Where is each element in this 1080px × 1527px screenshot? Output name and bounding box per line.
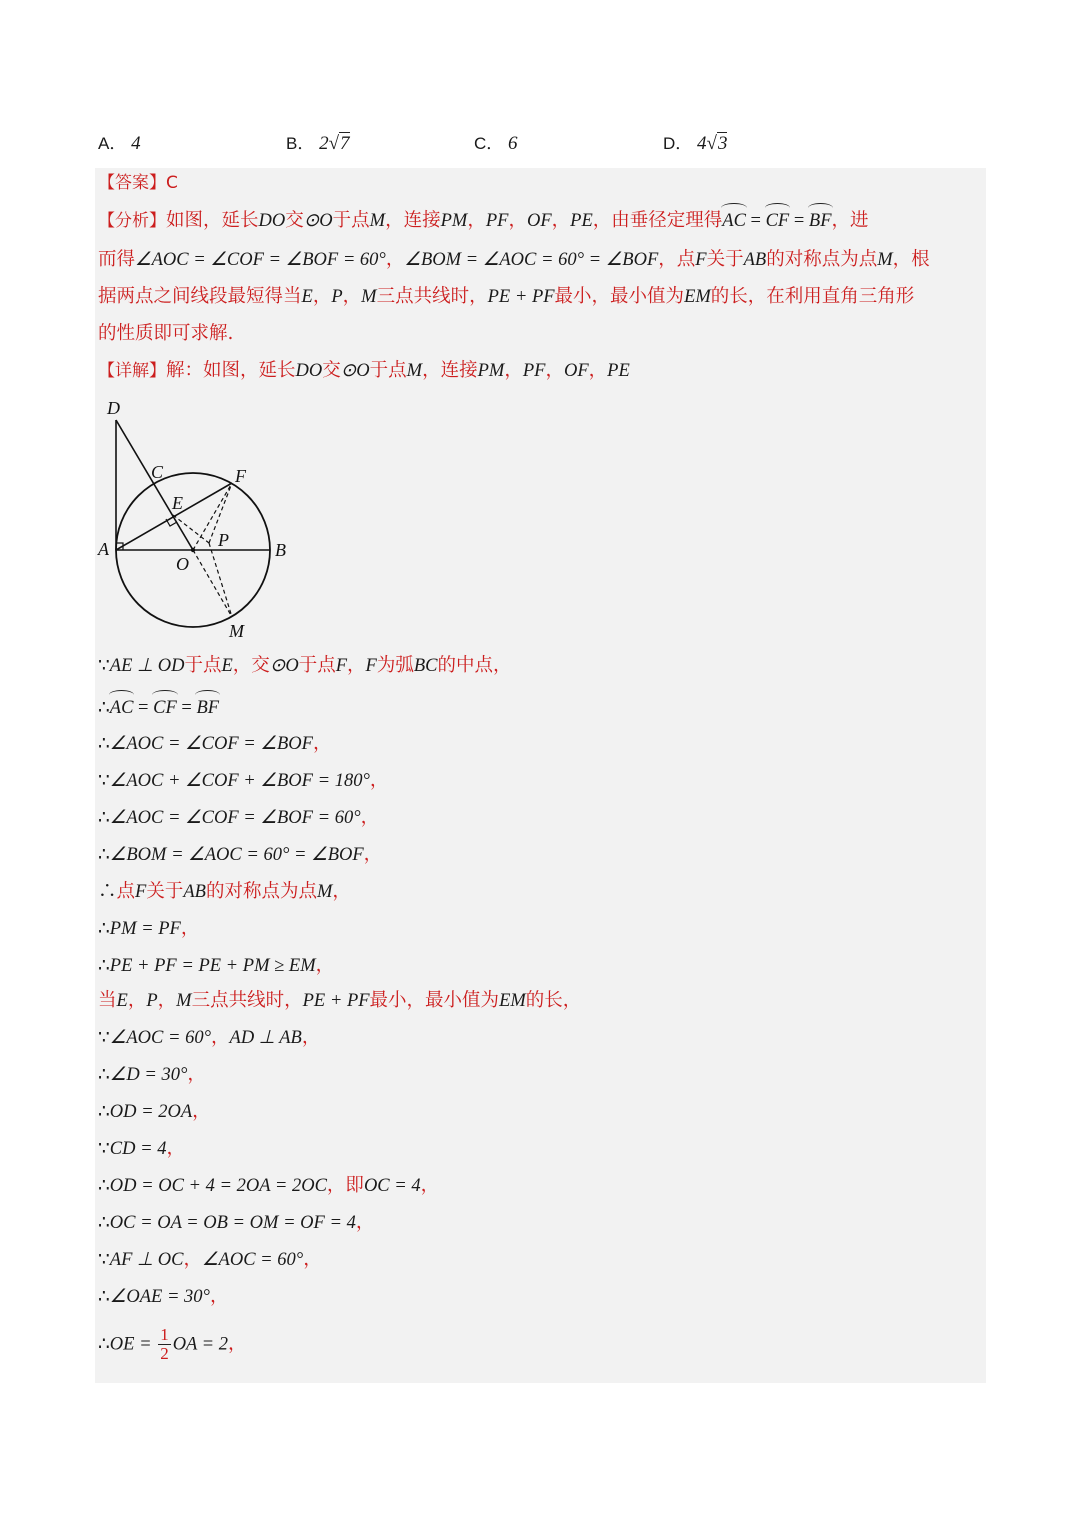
math-expression: AE ⊥ OD [109, 656, 185, 676]
logic-symbol: ∴ [98, 918, 110, 939]
label-p: P [218, 530, 229, 550]
option-letter: D． [663, 134, 693, 153]
proof-step [98, 1284, 228, 1310]
logic-symbol: ∴ [98, 1175, 110, 1196]
detail-line: 【详解】解：如图，延长DO交⊙O于点M，连接PM，PF，OF，PE [98, 360, 630, 381]
step-text: ， [127, 990, 147, 1011]
segment-om [193, 550, 232, 617]
math-expression: OA = 2 [172, 1334, 228, 1355]
analysis-line-3: 据两点之间线段最短得当E，P，M三点共线时，PE + PF最小，最小值为EM的长，在利用直角三角形 [98, 286, 915, 307]
math-expression: F [335, 656, 348, 676]
logic-symbol: ∴ [98, 807, 110, 828]
proof-step [98, 1136, 185, 1162]
label-b: B [275, 540, 286, 560]
segment-do [116, 420, 193, 550]
label-e: E [172, 493, 183, 513]
step-text: 于点 [184, 655, 222, 676]
proof-step [98, 1247, 322, 1273]
answer-tag: 【答案】 [98, 173, 166, 193]
proof-step [98, 768, 388, 794]
logic-symbol: ∴ [98, 1101, 110, 1122]
arc-label: AC [722, 208, 746, 234]
answer-options [98, 128, 978, 160]
detail-tag: 【详解】 [98, 361, 166, 381]
logic-symbol: ∵ [98, 655, 110, 676]
option-value: 2 [319, 133, 329, 154]
logic-symbol: ∴ [98, 955, 110, 976]
label-o: O [176, 554, 189, 574]
fraction [158, 1326, 171, 1363]
step-text: ， [369, 770, 389, 791]
proof-step [98, 1099, 211, 1125]
option-a[interactable] [98, 128, 141, 160]
step-text: ， [363, 844, 383, 865]
solution-panel [95, 168, 986, 1383]
step-text: 的长， [525, 990, 582, 1011]
math-expression: PE + PF = PE + PM ≥ EM [109, 956, 316, 976]
proof-step [98, 1210, 374, 1236]
math-expression: PM = PF [109, 919, 181, 939]
label-c: C [151, 462, 164, 482]
step-text: ， [166, 1138, 185, 1159]
step-text: ， [312, 733, 332, 754]
step-text: 的对称点为点 [205, 881, 317, 902]
fraction-numerator: 1 [160, 1325, 169, 1344]
arc-label: BF [196, 695, 219, 721]
proof-step [98, 916, 199, 942]
proof-step [98, 695, 219, 721]
logic-symbol: ∴ [98, 1212, 110, 1233]
answer-value: C [166, 173, 178, 193]
step-text: ， [228, 1333, 247, 1355]
logic-symbol: ∵ [98, 1249, 110, 1270]
step-text: ， [301, 1027, 321, 1048]
math-expression: F [135, 882, 147, 902]
math-expression: AF ⊥ OC [109, 1250, 184, 1270]
logic-symbol: ∵ [98, 770, 110, 791]
option-value: 4 [697, 133, 707, 154]
step-text: ， [303, 1249, 322, 1270]
proof-step [98, 953, 334, 979]
center-point-o [191, 548, 195, 552]
proof-step [98, 1025, 320, 1051]
analysis-tag: 【分析】 [98, 211, 166, 231]
proof-step [98, 879, 351, 905]
math-expression: AD ⊥ AB [229, 1028, 302, 1048]
geometry-diagram [95, 396, 315, 641]
label-d: D [107, 398, 120, 418]
logic-symbol: ∴ [98, 1333, 110, 1355]
arc-label: AC [110, 695, 134, 721]
option-letter: C． [474, 134, 504, 153]
math-expression: P [146, 991, 158, 1011]
option-letter: B． [286, 134, 315, 153]
proof-step [98, 1326, 247, 1363]
math-expression: ∠AOC = ∠COF = ∠BOF [109, 734, 313, 754]
step-text: 于点 [298, 655, 336, 676]
segment-pm [209, 543, 232, 617]
equals-sign: = [133, 698, 154, 718]
math-expression: AB [183, 882, 206, 902]
logic-symbol: ∴ [98, 1286, 110, 1307]
step-text: ，交 [232, 655, 270, 676]
step-text: ， [360, 807, 380, 828]
option-value: 4 [131, 133, 141, 154]
option-b[interactable] [286, 128, 350, 160]
step-text: ， [332, 881, 351, 902]
math-expression: ⊙O [269, 656, 299, 676]
step-text: 当 [98, 990, 117, 1011]
step-text: 关于 [146, 881, 184, 902]
math-expression: BC [413, 656, 438, 676]
step-text: ， [355, 1212, 375, 1233]
math-expression: ∠D = 30° [109, 1065, 188, 1085]
math-expression: F [365, 656, 377, 676]
math-expression: ∠AOC = ∠COF = ∠BOF = 60° [109, 808, 361, 828]
math-expression: OE = [109, 1334, 157, 1355]
step-text: 最小，最小值为 [369, 990, 500, 1011]
arc-label: CF [153, 695, 177, 721]
step-text: ， [420, 1175, 440, 1196]
analysis-line-2: 而得∠AOC = ∠COF = ∠BOF = 60°，∠BOM = ∠AOC = 60° = ∠BOF，点F关于AB的对称点为点M，根 [98, 249, 930, 270]
analysis-line-4: 的性质即可求解. [98, 323, 234, 344]
step-text: 为弧 [376, 655, 414, 676]
math-expression: OD = OC + 4 = 2OA = 2OC [109, 1176, 327, 1196]
equals-sign: = [176, 698, 197, 718]
math-expression: OC = 4 [363, 1176, 421, 1196]
proof-step [98, 842, 382, 868]
math-expression: OC = OA = OB = OM = OF = 4 [109, 1213, 356, 1233]
step-text: ， [180, 918, 200, 939]
step-text: ， [183, 1249, 202, 1270]
logic-symbol: ∴ [98, 697, 110, 718]
step-text: ， [209, 1286, 229, 1307]
proof-step [98, 1062, 206, 1088]
arc-label: BF [809, 208, 832, 234]
step-text: ， [187, 1064, 206, 1085]
label-a: A [98, 539, 109, 559]
analysis-line-1: 【分析】如图，延长DO交⊙O于点M，连接PM，PF，OF，PE，由垂径定理得AC = CF = BF，进 [98, 208, 869, 234]
math-expression: ∠OAE = 30° [109, 1287, 210, 1307]
segment-pe [173, 515, 209, 543]
arc-label: CF [766, 208, 790, 234]
math-expression: ∠AOC + ∠COF + ∠BOF = 180° [109, 771, 370, 791]
sqrt-symbol: √7 [328, 133, 350, 154]
proof-step [98, 653, 512, 679]
option-value: 6 [508, 133, 518, 154]
proof-step [98, 1173, 439, 1199]
fraction-denominator: 2 [160, 1344, 169, 1363]
math-expression: M [176, 991, 192, 1011]
step-text: ， [347, 655, 366, 676]
math-expression: ∠AOC = 60° [109, 1028, 211, 1048]
step-text: ， [211, 1027, 230, 1048]
math-expression: E [221, 656, 233, 676]
step-text: ，即 [326, 1175, 364, 1196]
option-c[interactable] [474, 128, 518, 160]
step-text: ， [157, 990, 177, 1011]
logic-symbol: ∴ [98, 733, 110, 754]
logic-symbol: ∴ [98, 881, 117, 902]
label-m: M [229, 621, 244, 641]
math-expression: PE + PF [302, 991, 370, 1011]
math-expression: ∠AOC = 60° [201, 1250, 304, 1270]
logic-symbol: ∴ [98, 844, 110, 865]
math-expression: ∠BOM = ∠AOC = 60° = ∠BOF [109, 845, 364, 865]
math-expression: CD = 4 [109, 1139, 167, 1159]
step-text: ， [315, 955, 335, 976]
proof-step [98, 731, 331, 757]
sqrt-symbol: √3 [706, 133, 728, 154]
math-expression: OD = 2OA [109, 1102, 193, 1122]
proof-step [98, 805, 379, 831]
option-letter: A． [98, 134, 127, 153]
answer-line [98, 170, 178, 196]
step-text: 的中点， [437, 655, 512, 676]
step-text: 三点共线时， [191, 990, 303, 1011]
label-f: F [235, 466, 246, 486]
proof-step [98, 988, 581, 1014]
logic-symbol: ∵ [98, 1138, 110, 1159]
option-d[interactable] [663, 128, 727, 160]
math-expression: EM [499, 991, 526, 1011]
logic-symbol: ∴ [98, 1064, 110, 1085]
math-expression: E [116, 991, 128, 1011]
math-expression: M [316, 882, 333, 902]
step-text: 点 [116, 881, 136, 902]
logic-symbol: ∵ [98, 1027, 110, 1048]
step-text: ， [192, 1101, 211, 1122]
